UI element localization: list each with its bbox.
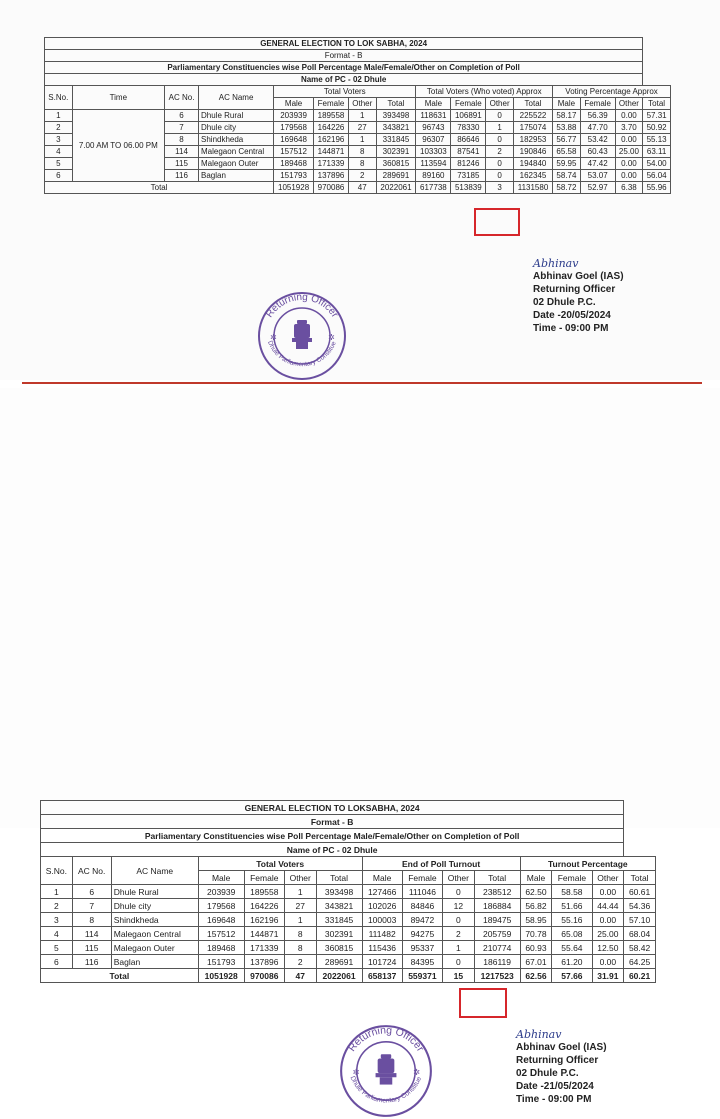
header-total: Total (643, 98, 671, 110)
svg-text:Returning Officer: Returning Officer (264, 291, 341, 320)
header-female: Female (314, 98, 349, 110)
value-cell: 55.16 (552, 913, 592, 927)
value-cell: 89472 (402, 913, 442, 927)
header-total: Total (513, 98, 552, 110)
total-cell: 47 (284, 969, 316, 983)
value-cell: 56.82 (520, 899, 552, 913)
header-female: Female (552, 871, 592, 885)
value-cell: 54.36 (624, 899, 656, 913)
ac-no-cell: 7 (165, 122, 199, 134)
value-cell: 58.42 (624, 941, 656, 955)
value-cell: 115436 (362, 941, 402, 955)
ac-name-cell: Shindkheda (199, 134, 274, 146)
value-cell: 70.78 (520, 927, 552, 941)
header-total: Total (316, 871, 362, 885)
value-cell: 189558 (314, 110, 349, 122)
total-cell: 57.66 (552, 969, 592, 983)
value-cell: 194840 (513, 158, 552, 170)
value-cell: 56.77 (553, 134, 581, 146)
value-cell: 25.00 (615, 146, 643, 158)
value-cell: 59.95 (553, 158, 581, 170)
value-cell: 144871 (314, 146, 349, 158)
value-cell: 56.04 (643, 170, 671, 182)
value-cell: 111046 (402, 885, 442, 899)
value-cell: 57.31 (643, 110, 671, 122)
total-cell: 658137 (362, 969, 402, 983)
total-row (45, 182, 671, 194)
value-cell: 0.00 (615, 158, 643, 170)
value-cell: 2 (443, 927, 475, 941)
handwritten-signature: Abhinav (516, 1028, 562, 1041)
value-cell: 179568 (198, 899, 244, 913)
handwritten-signature: Abhinav (533, 257, 579, 270)
header-female: Female (402, 871, 442, 885)
value-cell: 393498 (376, 110, 416, 122)
value-cell: 162196 (314, 134, 349, 146)
value-cell: 137896 (244, 955, 284, 969)
total-label: Total (41, 969, 199, 983)
value-cell: 393498 (316, 885, 362, 899)
ac-no-cell: 115 (72, 941, 111, 955)
value-cell: 67.01 (520, 955, 552, 969)
sno-cell: 3 (41, 913, 73, 927)
poll-table-21-may (40, 800, 656, 983)
value-cell: 111482 (362, 927, 402, 941)
officer-role: Returning Officer (516, 1055, 599, 1066)
value-cell: 171339 (244, 941, 284, 955)
value-cell: 61.20 (552, 955, 592, 969)
value-cell: 12 (443, 899, 475, 913)
total-cell: 2022061 (316, 969, 362, 983)
value-cell: 63.11 (643, 146, 671, 158)
value-cell: 162345 (513, 170, 552, 182)
value-cell: 27 (348, 122, 376, 134)
officer-name: Abhinav Goel (IAS) (516, 1042, 607, 1053)
total-cell: 1217523 (474, 969, 520, 983)
value-cell: 87541 (451, 146, 486, 158)
value-cell: 175074 (513, 122, 552, 134)
total-cell: 31.91 (592, 969, 624, 983)
value-cell: 164226 (314, 122, 349, 134)
sno-cell: 4 (45, 146, 73, 158)
value-cell: 302391 (316, 927, 362, 941)
header-turnout-percentage: Turnout Percentage (520, 857, 655, 871)
value-cell: 203939 (198, 885, 244, 899)
value-cell: 289691 (376, 170, 416, 182)
header-female: Female (451, 98, 486, 110)
sno-cell: 4 (41, 927, 73, 941)
header-ac-name: AC Name (199, 86, 274, 110)
value-cell: 118631 (416, 110, 451, 122)
header-voted: Total Voters (Who voted) Approx (416, 86, 553, 98)
sign-date: Date -21/05/2024 (516, 1081, 594, 1092)
table-format: Format - B (41, 815, 624, 829)
ac-no-cell: 8 (165, 134, 199, 146)
value-cell: 8 (284, 941, 316, 955)
value-cell: 8 (348, 146, 376, 158)
highlight-box-total-voted (474, 208, 520, 236)
value-cell: 360815 (376, 158, 416, 170)
header-male: Male (274, 98, 314, 110)
header-male: Male (362, 871, 402, 885)
value-cell: 84395 (402, 955, 442, 969)
value-cell: 2 (284, 955, 316, 969)
value-cell: 162196 (244, 913, 284, 927)
returning-officer-stamp (256, 290, 348, 382)
value-cell: 189468 (198, 941, 244, 955)
value-cell: 58.58 (552, 885, 592, 899)
sno-cell: 5 (41, 941, 73, 955)
value-cell: 343821 (316, 899, 362, 913)
value-cell: 1 (348, 134, 376, 146)
value-cell: 94275 (402, 927, 442, 941)
value-cell: 44.44 (592, 899, 624, 913)
svg-text:02-Dhule Parliamentary Constit: Dhule Parliamentary Constitue (265, 339, 338, 369)
header-female: Female (244, 871, 284, 885)
value-cell: 144871 (244, 927, 284, 941)
value-cell: 53.42 (580, 134, 615, 146)
header-other: Other (592, 871, 624, 885)
ac-name-cell: Baglan (199, 170, 274, 182)
emblem-icon (376, 1054, 397, 1084)
value-cell: 186119 (474, 955, 520, 969)
ac-no-cell: 7 (72, 899, 111, 913)
value-cell: 331845 (316, 913, 362, 927)
value-cell: 27 (284, 899, 316, 913)
value-cell: 106891 (451, 110, 486, 122)
sign-time: Time - 09:00 PM (516, 1094, 592, 1105)
header-total: Total (624, 871, 656, 885)
value-cell: 151793 (198, 955, 244, 969)
value-cell: 0.00 (615, 170, 643, 182)
ac-no-cell: 116 (165, 170, 199, 182)
value-cell: 8 (284, 927, 316, 941)
value-cell: 65.08 (552, 927, 592, 941)
value-cell: 54.00 (643, 158, 671, 170)
ac-no-cell: 6 (72, 885, 111, 899)
value-cell: 0.00 (615, 110, 643, 122)
ac-name-cell: Malegaon Central (111, 927, 198, 941)
table-subtitle: Parliamentary Constituencies wise Poll Percentage Male/Female/Other on Completion of Poll (41, 829, 624, 843)
value-cell: 84846 (402, 899, 442, 913)
header-total-voters: Total Voters (274, 86, 416, 98)
ac-no-cell: 115 (165, 158, 199, 170)
value-cell: 1 (348, 110, 376, 122)
sno-cell: 3 (45, 134, 73, 146)
value-cell: 0.00 (592, 885, 624, 899)
table-subtitle: Parliamentary Constituencies wise Poll Percentage Male/Female/Other on Completion of Poll (45, 62, 643, 74)
header-total: Total (474, 871, 520, 885)
value-cell: 89160 (416, 170, 451, 182)
value-cell: 58.95 (520, 913, 552, 927)
value-cell: 73185 (451, 170, 486, 182)
total-cell: 559371 (402, 969, 442, 983)
value-cell: 1 (443, 941, 475, 955)
value-cell: 169648 (198, 913, 244, 927)
value-cell: 238512 (474, 885, 520, 899)
value-cell: 189558 (244, 885, 284, 899)
value-cell: 101724 (362, 955, 402, 969)
value-cell: 2 (486, 146, 514, 158)
value-cell: 164226 (244, 899, 284, 913)
value-cell: 1 (284, 913, 316, 927)
ac-name-cell: Malegaon Central (199, 146, 274, 158)
total-row (41, 969, 656, 983)
header-sno: S.No. (45, 86, 73, 110)
total-label: Total (45, 182, 274, 194)
value-cell: 58.17 (553, 110, 581, 122)
officer-signature-block (533, 257, 624, 335)
sno-cell: 6 (45, 170, 73, 182)
value-cell: 47.42 (580, 158, 615, 170)
value-cell: 12.50 (592, 941, 624, 955)
svg-text:✲: ✲ (270, 333, 277, 342)
value-cell: 0 (486, 158, 514, 170)
header-voting-percentage: Voting Percentage Approx (553, 86, 671, 98)
value-cell: 53.07 (580, 170, 615, 182)
value-cell: 96307 (416, 134, 451, 146)
table-title: GENERAL ELECTION TO LOK SABHA, 2024 (45, 38, 643, 50)
value-cell: 62.50 (520, 885, 552, 899)
value-cell: 0 (486, 134, 514, 146)
value-cell: 289691 (316, 955, 362, 969)
value-cell: 3.70 (615, 122, 643, 134)
total-cell: 1051928 (198, 969, 244, 983)
value-cell: 2 (348, 170, 376, 182)
value-cell: 86646 (451, 134, 486, 146)
officer-role: Returning Officer (533, 284, 616, 295)
header-male: Male (198, 871, 244, 885)
sno-cell: 5 (45, 158, 73, 170)
value-cell: 1 (486, 122, 514, 134)
sno-cell: 2 (41, 899, 73, 913)
table-row (41, 927, 656, 941)
value-cell: 205759 (474, 927, 520, 941)
sno-cell: 6 (41, 955, 73, 969)
value-cell: 186884 (474, 899, 520, 913)
officer-pc: 02 Dhule P.C. (533, 297, 596, 308)
ac-name-cell: Malegaon Outer (199, 158, 274, 170)
value-cell: 53.88 (553, 122, 581, 134)
table-title: GENERAL ELECTION TO LOKSABHA, 2024 (41, 801, 624, 815)
value-cell: 56.39 (580, 110, 615, 122)
value-cell: 157512 (274, 146, 314, 158)
total-cell: 617738 (416, 182, 451, 194)
svg-text:✲: ✲ (352, 1067, 360, 1078)
value-cell: 0 (486, 110, 514, 122)
time-cell: 7.00 AM TO 06.00 PM (72, 110, 164, 182)
value-cell: 95337 (402, 941, 442, 955)
value-cell: 182953 (513, 134, 552, 146)
total-cell: 3 (486, 182, 514, 194)
ac-name-cell: Dhule Rural (111, 885, 198, 899)
header-sno: S.No. (41, 857, 73, 885)
ac-name-cell: Dhule city (199, 122, 274, 134)
total-cell: 47 (348, 182, 376, 194)
value-cell: 171339 (314, 158, 349, 170)
total-cell: 513839 (451, 182, 486, 194)
sno-cell: 1 (45, 110, 73, 122)
value-cell: 51.66 (552, 899, 592, 913)
header-male: Male (520, 871, 552, 885)
value-cell: 127466 (362, 885, 402, 899)
value-cell: 302391 (376, 146, 416, 158)
value-cell: 113594 (416, 158, 451, 170)
sign-time: Time - 09:00 PM (533, 323, 609, 334)
header-male: Male (553, 98, 581, 110)
value-cell: 57.10 (624, 913, 656, 927)
value-cell: 210774 (474, 941, 520, 955)
sno-cell: 1 (41, 885, 73, 899)
value-cell: 25.00 (592, 927, 624, 941)
value-cell: 189475 (474, 913, 520, 927)
value-cell: 103303 (416, 146, 451, 158)
value-cell: 137896 (314, 170, 349, 182)
table-row (41, 955, 656, 969)
value-cell: 225522 (513, 110, 552, 122)
value-cell: 0.00 (592, 913, 624, 927)
ac-name-cell: Baglan (111, 955, 198, 969)
sign-date: Date -20/05/2024 (533, 310, 611, 321)
svg-text:Returning Officer: Returning Officer (346, 1025, 426, 1054)
value-cell: 0.00 (615, 134, 643, 146)
pc-name: Name of PC - 02 Dhule (45, 74, 643, 86)
form-b-document-20-may (0, 0, 720, 380)
value-cell: 47.70 (580, 122, 615, 134)
value-cell: 169648 (274, 134, 314, 146)
total-cell: 52.97 (580, 182, 615, 194)
header-other: Other (615, 98, 643, 110)
table-format: Format - B (45, 50, 643, 62)
svg-text:✲: ✲ (328, 333, 335, 342)
value-cell: 343821 (376, 122, 416, 134)
value-cell: 1 (284, 885, 316, 899)
value-cell: 65.58 (553, 146, 581, 158)
ac-no-cell: 6 (165, 110, 199, 122)
value-cell: 58.74 (553, 170, 581, 182)
officer-name: Abhinav Goel (IAS) (533, 271, 624, 282)
header-other: Other (486, 98, 514, 110)
table-row (41, 885, 656, 899)
value-cell: 78330 (451, 122, 486, 134)
table-row (41, 941, 656, 955)
highlight-box-total-turnout (459, 988, 507, 1018)
total-cell: 6.38 (615, 182, 643, 194)
header-other: Other (348, 98, 376, 110)
total-cell: 60.21 (624, 969, 656, 983)
value-cell: 157512 (198, 927, 244, 941)
value-cell: 55.64 (552, 941, 592, 955)
pc-name: Name of PC - 02 Dhule (41, 843, 624, 857)
value-cell: 0.00 (592, 955, 624, 969)
value-cell: 151793 (274, 170, 314, 182)
value-cell: 60.93 (520, 941, 552, 955)
total-cell: 970086 (314, 182, 349, 194)
header-total: Total (376, 98, 416, 110)
total-cell: 58.72 (553, 182, 581, 194)
value-cell: 0 (486, 170, 514, 182)
form-b-document-21-may (0, 388, 720, 1105)
value-cell: 60.43 (580, 146, 615, 158)
header-other: Other (443, 871, 475, 885)
value-cell: 360815 (316, 941, 362, 955)
total-cell: 1051928 (274, 182, 314, 194)
value-cell: 179568 (274, 122, 314, 134)
header-ac-no: AC No. (165, 86, 199, 110)
header-ac-no: AC No. (72, 857, 111, 885)
table-row (45, 110, 671, 122)
total-cell: 15 (443, 969, 475, 983)
sno-cell: 2 (45, 122, 73, 134)
value-cell: 64.25 (624, 955, 656, 969)
officer-signature-block (516, 1028, 607, 1106)
header-total-voters: Total Voters (198, 857, 362, 871)
ac-name-cell: Malegaon Outer (111, 941, 198, 955)
officer-pc: 02 Dhule P.C. (516, 1068, 579, 1079)
value-cell: 60.61 (624, 885, 656, 899)
poll-table-20-may (44, 37, 671, 194)
value-cell: 203939 (274, 110, 314, 122)
header-female: Female (580, 98, 615, 110)
red-divider-line (22, 382, 702, 384)
ac-name-cell: Shindkheda (111, 913, 198, 927)
header-male: Male (416, 98, 451, 110)
value-cell: 102026 (362, 899, 402, 913)
total-cell: 62.56 (520, 969, 552, 983)
value-cell: 331845 (376, 134, 416, 146)
value-cell: 8 (348, 158, 376, 170)
value-cell: 190846 (513, 146, 552, 158)
emblem-icon (292, 320, 312, 349)
table-row (41, 899, 656, 913)
header-end-of-poll-turnout: End of Poll Turnout (362, 857, 520, 871)
value-cell: 0 (443, 955, 475, 969)
ac-no-cell: 116 (72, 955, 111, 969)
value-cell: 55.13 (643, 134, 671, 146)
ac-no-cell: 114 (72, 927, 111, 941)
total-cell: 2022061 (376, 182, 416, 194)
header-time: Time (72, 86, 164, 110)
value-cell: 96743 (416, 122, 451, 134)
value-cell: 0 (443, 885, 475, 899)
value-cell: 100003 (362, 913, 402, 927)
svg-text:✲: ✲ (413, 1067, 421, 1078)
value-cell: 50.92 (643, 122, 671, 134)
value-cell: 189468 (274, 158, 314, 170)
table-row (41, 913, 656, 927)
svg-text:02-Dhule Parliamentary Constit: Dhule Parliamentary Constitue (348, 1075, 424, 1105)
header-ac-name: AC Name (111, 857, 198, 885)
returning-officer-stamp (338, 1023, 434, 1119)
value-cell: 68.04 (624, 927, 656, 941)
header-other: Other (284, 871, 316, 885)
ac-name-cell: Dhule city (111, 899, 198, 913)
ac-no-cell: 114 (165, 146, 199, 158)
total-cell: 970086 (244, 969, 284, 983)
total-cell: 55.96 (643, 182, 671, 194)
ac-name-cell: Dhule Rural (199, 110, 274, 122)
value-cell: 81246 (451, 158, 486, 170)
value-cell: 0 (443, 913, 475, 927)
ac-no-cell: 8 (72, 913, 111, 927)
total-cell: 1131580 (513, 182, 552, 194)
